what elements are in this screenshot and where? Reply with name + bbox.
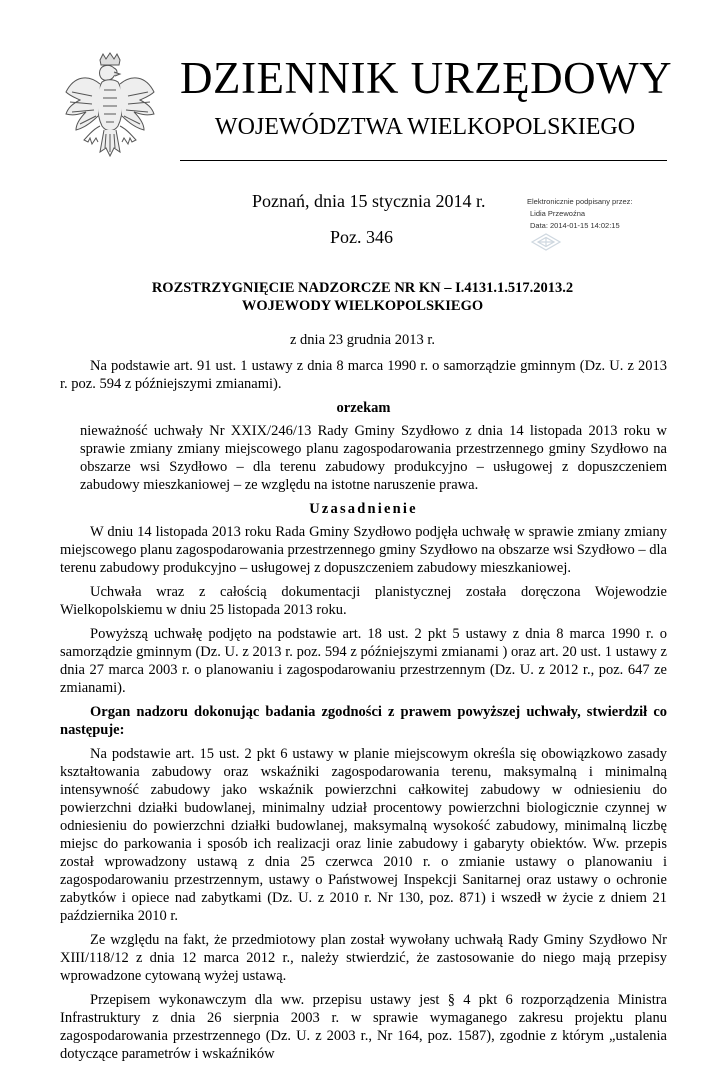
signature-date: Data: 2014-01-15 14:02:15 xyxy=(530,221,620,230)
justification-paragraph: Powyższą uchwałę podjęto na podstawie art. 18 ust. 2 pkt 5 ustawy z dnia 8 marca 1990 r. o samorządzie gminnym (Dz. U. z 2013 r. poz. 594 z późniejszymi zmianami ) oraz art. 20 ust. 1 ustawy z dnia 27 marca 2003 r. o planowaniu i zagospodarowaniu przestrzennym (Dz. U. z 2012 r., poz. 647 ze zmianami). xyxy=(60,626,667,696)
signature-signer: Lidia Przewoźna xyxy=(530,209,586,218)
justification-paragraph: W dniu 14 listopada 2013 roku Rada Gminy Szydłowo podjęła uchwałę w sprawie zmiany zmiany miejscowego planu zagospodarowania przestrzennego gminy Szydłowo na obszarze wsi Szydłowo – dla terenu zabudowy produkcyjno – usługowej z dopuszczeniem zabudowy mieszkaniowej. xyxy=(60,524,667,576)
polish-eagle-emblem-icon xyxy=(62,52,158,172)
document-heading xyxy=(60,279,665,315)
heading-line-2: WOJEWODY WIELKOPOLSKIEGO xyxy=(241,298,484,314)
document-body xyxy=(60,357,667,1069)
ruling-text: nieważność uchwały Nr XXIX/246/13 Rady Gminy Szydłowo z dnia 14 listopada 2013 roku w sprawie zmiany zmiany miejscowego planu zagospodarowania przestrzennego gminy Szydłowo na obszarze wsi Szydłowo – dla terenu zabudowy produkcyjno – usługowej z dopuszczeniem zabudowy mieszkaniowej – ze względu na istotne naruszenie prawa. xyxy=(80,423,667,493)
signature-seal-icon xyxy=(530,232,590,252)
justification-paragraph: Uchwała wraz z całością dokumentacji planistycznej została doręczona Wojewodzie Wielkopolskiemu w dniu 25 listopada 2013 roku. xyxy=(60,584,667,618)
analysis-paragraph: Przepisem wykonawczym dla ww. przepisu ustawy jest § 4 pkt 6 rozporządzenia Ministra Infrastruktury z dnia 26 sierpnia 2003 r. w sprawie wymaganego zakresu projektu planu zagospodarowania przestrzennego (Dz. U. z 2003 r., Nr 164, poz. 1587), zgodnie z którym „ustalenia dotyczące parametrów i wskaźników xyxy=(60,992,667,1062)
place-and-date: Poznań, dnia 15 stycznia 2014 r. xyxy=(252,191,486,211)
heading-line-1: ROZSTRZYGNIĘCIE NADZORCZE NR KN – I.4131.1.517.2013.2 xyxy=(151,280,574,296)
justification-label: Uzasadnienie xyxy=(309,501,418,517)
journal-subtitle: WOJEWÓDZTWA WIELKOPOLSKIEGO xyxy=(214,114,636,140)
electronic-signature-block xyxy=(527,196,677,232)
position-number: Poz. 346 xyxy=(330,227,393,247)
preamble-paragraph: Na podstawie art. 91 ust. 1 ustawy z dnia 8 marca 1990 r. o samorządzie gminnym (Dz. U. z 2013 r. poz. 594 z późniejszymi zmianami). xyxy=(60,358,667,392)
ruling-label: orzekam xyxy=(336,400,391,416)
journal-title: DZIENNIK URZĘDOWY xyxy=(180,53,673,103)
finding-paragraph: Organ nadzoru dokonując badania zgodności z prawem powyższej uchwały, stwierdził co następuje: xyxy=(60,704,667,738)
document-date: z dnia 23 grudnia 2013 r. xyxy=(290,332,435,348)
ruling-paragraph xyxy=(60,422,667,494)
signature-label: Elektronicznie podpisany przez: xyxy=(527,197,633,206)
header-divider xyxy=(180,160,667,161)
analysis-paragraph: Ze względu na fakt, że przedmiotowy plan został wywołany uchwałą Rady Gminy Szydłowo Nr XIII/118/12 z dnia 12 marca 2012 r., należy stwierdzić, że zastosowanie do niego mają przepisy wprowadzone cytowaną wyżej ustawą. xyxy=(60,932,667,984)
analysis-paragraph: Na podstawie art. 15 ust. 2 pkt 6 ustawy w planie miejscowym określa się obowiązkowo zasady kształtowania zabudowy oraz wskaźniki zagospodarowania terenu, maksymalną i minimalną intensywność zabudowy jako wskaźnik powierzchni całkowitej zabudowy w odniesieniu do powierzchni działki budowlanej, minimalny udział procentowy powierzchni biologicznie czynnej w odniesieniu do powierzchni działki budowlanej, maksymalną wysokość zabudowy, minimalną liczbę miejsc do parkowania i sposób ich realizacji oraz linie zabudowy i gabaryty obiektów. Ww. przepis został wprowadzony ustawą z dnia 25 czerwca 2010 r. o zmianie ustawy o planowaniu i zagospodarowaniu przestrzennym, ustawy o Państwowej Inspekcji Sanitarnej oraz ustawy o ochronie zabytków i opiece nad zabytkami (Dz. U. z 2010 r. Nr 130, poz. 871) i wszedł w życie z dniem 21 października 2010 r. xyxy=(60,746,667,924)
